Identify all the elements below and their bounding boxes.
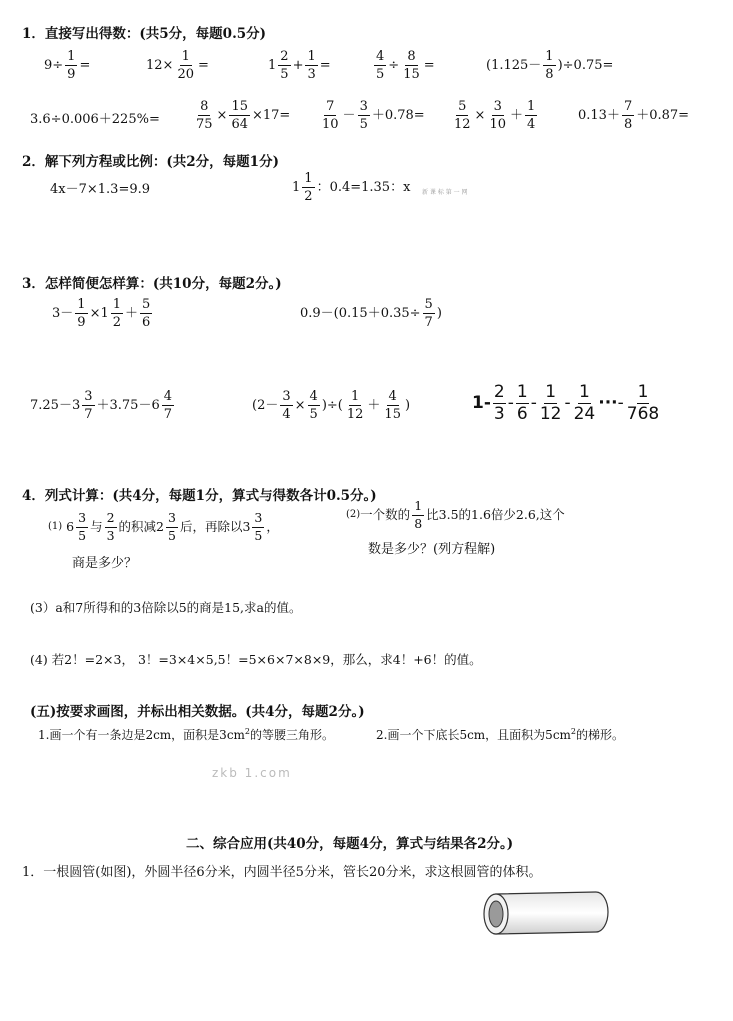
s1-q6: 3.6÷0.006＋225%= [30, 112, 160, 127]
s1-q5: (1.125－ $\frac{1}{8}$ )÷0.75= [486, 49, 614, 82]
s2-eq2: 1 $\frac{1}{2}$ ：0.4=1.35：x [292, 171, 411, 204]
site-watermark: zkb 1.com [212, 766, 292, 780]
s5-q2: 2.画一个下底长5cm，且面积为$5cm^2$的梯形。 [376, 727, 625, 742]
section3-title: 3．怎样简便怎样算：(共10分，每题2分。) [22, 276, 282, 292]
s4-q2-line2: 数是多少？(列方程解) [368, 542, 496, 557]
s3-q4: (2－ $\frac{3}{4}$ × $\frac{4}{5}$ )÷( $\frac{1}{12}$ ＋ $\frac{4}{15}$ ) [252, 389, 411, 422]
s3-q1: 3－ $\frac{1}{9}$ ×1 $\frac{1}{2}$ ＋ $\frac{5}{6}$ [52, 297, 151, 330]
s2-watermark: 新 课 标 第 一 网 [422, 189, 468, 196]
section2-title: 2．解下列方程或比例：(共2分，每题1分) [22, 154, 279, 170]
pipe-figure [478, 888, 612, 938]
s5-q1: 1.画一个有一条边是2cm，面积是$3cm^2$的等腰三角形。 [38, 727, 335, 742]
s3-q2: 0.9－(0.15＋0.35÷ $\frac{5}{7}$ ) [300, 297, 442, 330]
part2-q1: 1．一根圆管(如图)，外圆半径6分米，内圆半径5分米，管长20分米，求这根圆管的体积。 [22, 865, 542, 880]
section5-title: (五)按要求画图，并标出相关数据。(共4分，每题2分。) [30, 704, 365, 720]
s4-q1: (1) 6 $\frac{3}{5}$ 与 $\frac{2}{3}$ 的积减2 $\frac{3}{5}$ 后，再除以3 $\frac{3}{5}$ ， [48, 510, 279, 543]
s3-q3: 7.25－3 $\frac{3}{7}$ ＋3.75－6 $\frac{4}{7}$ [30, 389, 172, 422]
s1-q4: $\frac{4}{5}$ ÷ $\frac{8}{15}$ = [376, 49, 435, 82]
s3-q5: 1- $\frac{2}{3}$ - $\frac{1}{6}$ - $\frac{1}{12}$ - $\frac{1}{24}$ ···- $\frac{1}{768}$ [472, 382, 660, 424]
s1-q8: $\frac{7}{10}$ － $\frac{3}{5}$ ＋0.78= [322, 99, 425, 132]
section1-title: 1．直接写出得数：(共5分，每题0.5分) [22, 26, 267, 42]
s4-q4: (4) 若2！=2×3， 3！=3×4×5,5！=5×6×7×8×9，那么，求4！+6！的值。 [30, 652, 482, 667]
s4-q3: (3）a和7所得和的3倍除以5的商是15,求a的值。 [30, 600, 302, 615]
s1-q2: 12× $\frac{1}{20}$ = [146, 49, 209, 82]
s4-q2: (2)一个数的 $\frac{1}{8}$ 比3.5的1.6倍少2.6,这个 [346, 498, 565, 531]
s1-q1: 9÷ $\frac{1}{9}$ = [44, 49, 91, 82]
s1-q10: 0.13＋ $\frac{7}{8}$ ＋0.87= [578, 99, 690, 132]
s1-q9: $\frac{5}{12}$ × $\frac{3}{10}$ ＋ $\frac{1}{4}$ [454, 99, 536, 132]
s2-eq1: 4x－7×1.3=9.9 [50, 182, 151, 197]
section4-title: 4．列式计算：(共4分，每题1分，算式与得数各计0.5分。) [22, 488, 377, 504]
s1-q7: $\frac{8}{75}$ × $\frac{15}{64}$ ×17= [196, 99, 291, 132]
s1-q3: 1 $\frac{2}{5}$ + $\frac{1}{3}$ = [268, 49, 331, 82]
s4-q1-line2: 商是多少？ [72, 556, 138, 571]
part2-title: 二、综合应用(共40分，每题4分，算式与结果各2分。) [186, 836, 514, 852]
